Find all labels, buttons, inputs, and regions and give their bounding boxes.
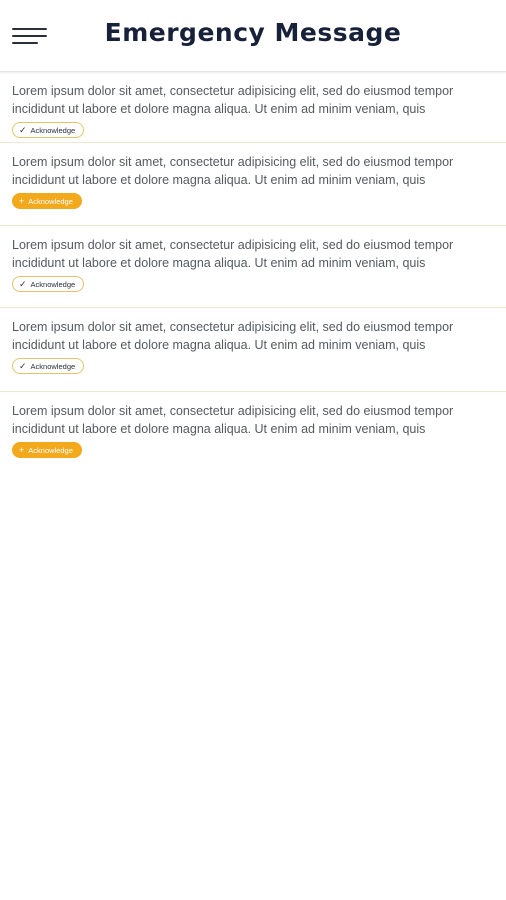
message-text-line-2: incididunt ut labore et dolore magna aliqua. Ut enim ad minim veniam, quis bbox=[12, 338, 426, 352]
plus-icon: + bbox=[19, 444, 25, 455]
message-text-line-2: incididunt ut labore et dolore magna aliqua. Ut enim ad minim veniam, quis bbox=[12, 173, 426, 187]
message-text-line-2: incididunt ut labore et dolore magna aliqua. Ut enim ad minim veniam, quis bbox=[12, 256, 426, 270]
page-title: Emergency Message bbox=[104, 18, 402, 47]
message-item bbox=[0, 392, 506, 470]
acknowledge-label: Acknowledge bbox=[30, 279, 76, 289]
message-list bbox=[0, 72, 506, 470]
acknowledge-button[interactable] bbox=[12, 358, 84, 374]
message-text-line-1: Lorem ipsum dolor sit amet, consectetur adipisicing elit, sed do eiusmod tempor bbox=[12, 155, 454, 169]
acknowledge-label: Acknowledge bbox=[28, 445, 73, 455]
message-text-line-1: Lorem ipsum dolor sit amet, consectetur adipisicing elit, sed do eiusmod tempor bbox=[12, 320, 454, 334]
message-text-line-2: incididunt ut labore et dolore magna aliqua. Ut enim ad minim veniam, quis bbox=[12, 422, 426, 436]
message-item bbox=[0, 143, 506, 226]
check-icon: ✓ bbox=[19, 124, 27, 135]
message-item bbox=[0, 226, 506, 308]
acknowledge-label: Acknowledge bbox=[30, 125, 76, 135]
acknowledge-button[interactable] bbox=[12, 122, 84, 138]
message-text-line-1: Lorem ipsum dolor sit amet, consectetur adipisicing elit, sed do eiusmod tempor bbox=[12, 84, 454, 98]
app-header bbox=[0, 0, 506, 72]
check-icon: ✓ bbox=[19, 278, 27, 289]
acknowledge-label: Acknowledge bbox=[28, 196, 73, 206]
message-text-line-2: incididunt ut labore et dolore magna aliqua. Ut enim ad minim veniam, quis bbox=[12, 102, 426, 116]
acknowledge-button[interactable] bbox=[12, 276, 84, 292]
acknowledge-button[interactable] bbox=[12, 193, 82, 209]
acknowledge-label: Acknowledge bbox=[30, 361, 76, 371]
message-text-line-1: Lorem ipsum dolor sit amet, consectetur adipisicing elit, sed do eiusmod tempor bbox=[12, 238, 454, 252]
message-item bbox=[0, 308, 506, 392]
message-item bbox=[0, 72, 506, 143]
check-icon: ✓ bbox=[19, 360, 27, 371]
plus-icon: + bbox=[19, 195, 25, 206]
acknowledge-button[interactable] bbox=[12, 442, 82, 458]
message-text-line-1: Lorem ipsum dolor sit amet, consectetur adipisicing elit, sed do eiusmod tempor bbox=[12, 404, 454, 418]
